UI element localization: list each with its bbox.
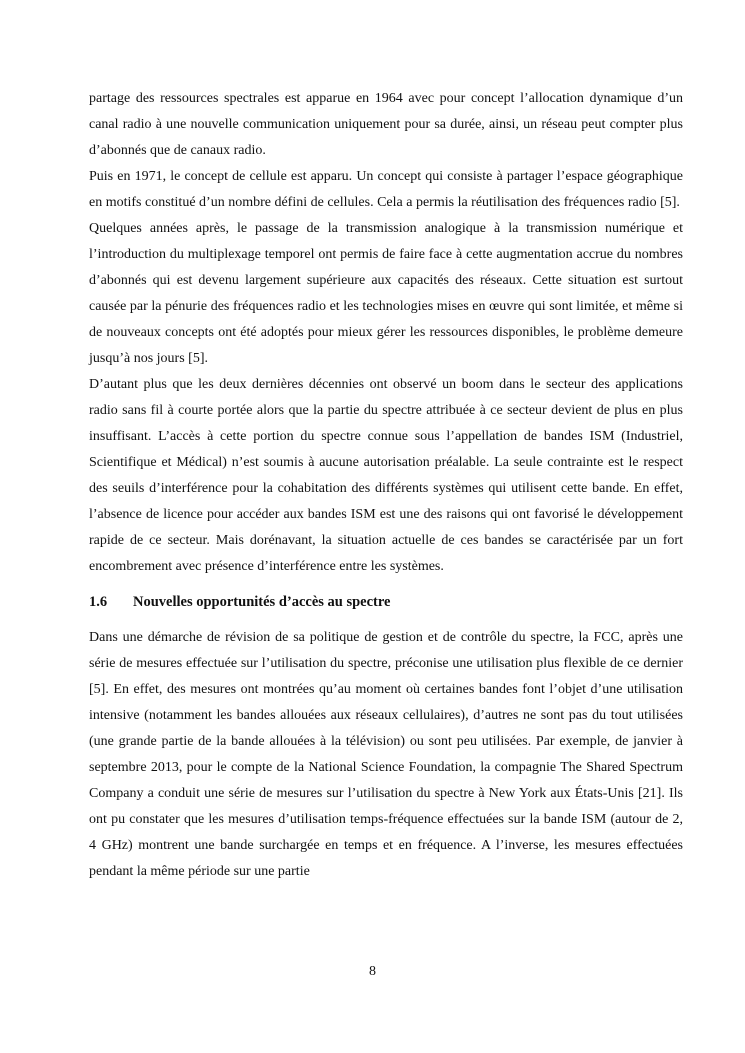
paragraph-digital-transmission: Quelques années après, le passage de la transmission analogique à la transmission numérique et l’introduction du multiplexage temporel ont permis de faire face à cette augmentation accrue du nombres d’abonnés qui est devenu largement supérieure aux capacités des réseaux. Cette situation est surtout causée par la pénurie des fréquences radio et les technologies mises en œuvre qui sont limitée, et même si de nouveaux concepts ont été adoptés pour mieux gérer les ressources disponibles, le problème demeure jusqu’à nos jours [5]. xyxy=(89,221,683,366)
paragraph-spectrum-sharing-1964: partage des ressources spectrales est apparue en 1964 avec pour concept l’allocation dynamique d’un canal radio à une nouvelle communication uniquement pour sa durée, ainsi, un réseau peut compter plus d’abonnés que de canaux radio. xyxy=(89,91,683,158)
paragraph-cell-concept-1971: Puis en 1971, le concept de cellule est apparu. Un concept qui consiste à partager l’espace géographique en motifs constitué d’un nombre défini de cellules. Cela a permis la réutilisation des fréquences radio [5]. xyxy=(89,169,683,210)
page-number: 8 xyxy=(369,964,376,979)
paragraph-ism-bands: D’autant plus que les deux dernières décennies ont observé un boom dans le secteur des applications radio sans fil à courte portée alors que la partie du spectre attribuée à ce secteur devient de plus en plus insuffisant. L’accès à cette portion du spectre connue sous l’appellation de bandes ISM (Industriel, Scientifique et Médical) n’est soumis à aucune autorisation préalable. La seule contrainte est le respect des seuils d’interférence pour la cohabitation des différents systèmes qui utilisent cette bande. En effet, l’absence de licence pour accéder aux bandes ISM est une des raisons qui ont favorisé le développement rapide de ce secteur. Mais dorénavant, la situation actuelle de ces bandes se caractérisée par un fort encombrement avec présence d’interférence entre les systèmes. xyxy=(89,377,683,574)
section-heading xyxy=(89,589,683,615)
paragraph-fcc-measurements: Dans une démarche de révision de sa politique de gestion et de contrôle du spectre, la FCC, après une série de mesures effectuée sur l’utilisation du spectre, préconise une utilisation plus flexible de ce dernier [5]. En effet, des mesures ont montrées qu’au moment où certaines bandes font l’objet d’une utilisation intensive (notamment les bandes allouées aux réseaux cellulaires), d’autres ne sont pas du tout utilisées (une grande partie de la bande allouées à la télévision) ou sont peu utilisées. Par exemple, de janvier à septembre 2013, pour le compte de la National Science Foundation, la compagnie The Shared Spectrum Company a conduit une série de mesures sur l’utilisation du spectre à New York aux États-Unis [21]. Ils ont pu constater que les mesures d’utilisation temps-fréquence effectuées sur la bande ISM (autour de 2, 4 GHz) montrent une bande surchargée en temps et en fréquence. A l’inverse, les mesures effectuées pendant la même période sur une partie xyxy=(89,630,683,879)
section-title: Nouvelles opportunités d’accès au spectre xyxy=(133,594,391,610)
page-body xyxy=(89,86,683,885)
section-number: 1.6 xyxy=(89,594,108,610)
